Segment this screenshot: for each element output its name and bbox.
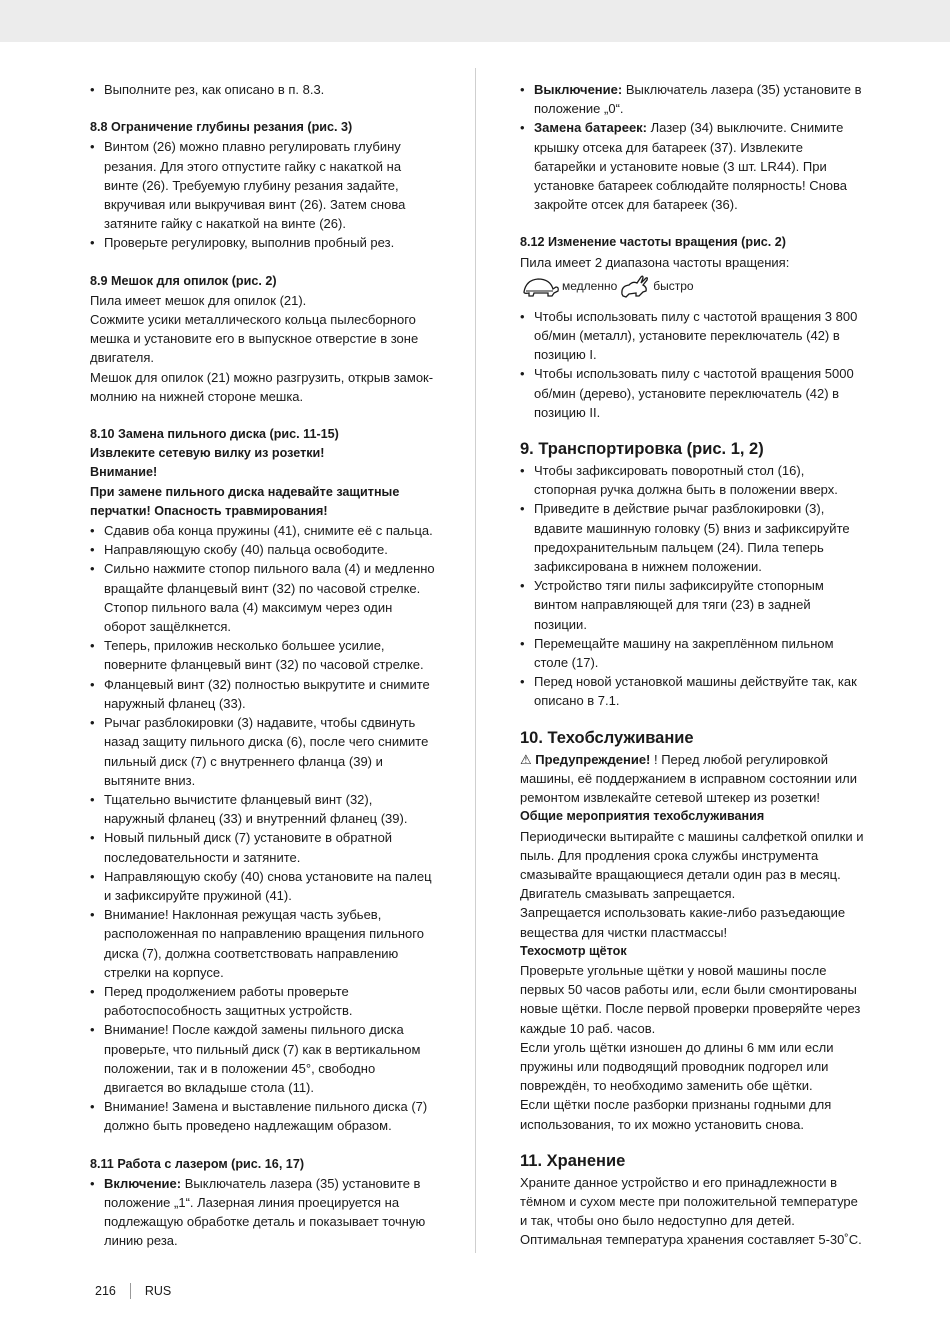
subheading-brush-check: Техосмотр щёток: [520, 943, 627, 958]
maintenance-warning: [520, 750, 865, 808]
page-footer: [95, 1283, 171, 1299]
paragraph: Запрещается использовать какие-либо разъедающие вещества для чистки пластмассы!: [520, 905, 846, 940]
list-item: • Направляющую скобу (40) снова установите на палец и зафиксируйте пружиной (41).: [90, 867, 435, 905]
list-item: • Внимание! После каждой замены пильного диска проверьте, что пильный диск (7) как в вертикальном положении, так и в положении 45°, свободно двигается во вкладыше стола (11).: [90, 1020, 435, 1097]
list-item: • Новый пильный диск (7) установите в обратной последовательности и затяните.: [90, 828, 435, 866]
list-item: [520, 80, 865, 118]
laser-on-label: Включение:: [104, 1175, 182, 1191]
subheading-general-maintenance: Общие мероприятия техобслуживания: [520, 809, 765, 824]
section-8-11-title: 8.11 Работа с лазером (рис. 16, 17): [90, 1156, 305, 1171]
paragraph: Храните данное устройство и его принадлежности в тёмном и сухом месте при положительной температуре и так, чтобы оно было недоступно для детей. Оптимальная температура хранения составляет 5-30˚C.: [520, 1174, 862, 1248]
list-item: • Сдавив оба конца пружины (41), снимите её с пальца.: [90, 521, 435, 540]
list-item: • Выполните рез, как описано в п. 8.3.: [90, 80, 435, 99]
section-8-10-title: 8.10 Замена пильного диска (рис. 11-15): [90, 427, 339, 442]
list-item: • Чтобы зафиксировать поворотный стол (16), стопорная ручка должна быть в положении вверх.: [520, 461, 865, 499]
list-item: • Внимание! Замена и выставление пильного диска (7) должно быть проведено надлежащим образом.: [90, 1097, 435, 1135]
list-item: • Рычаг разблокировки (3) надавите, чтобы сдвинуть назад защиту пильного диска (6), после чего снимите пильный диск (7) с внутреннего фланца (39) и вытяните вниз.: [90, 713, 435, 790]
section-8-9-title: 8.9 Мешок для опилок (рис. 2): [90, 273, 277, 288]
speed-icons: [520, 273, 865, 301]
warning-gloves: При замене пильного диска надевайте защитные перчатки! Опасность травмирования!: [90, 484, 400, 518]
right-column: [520, 80, 865, 1250]
battery-label: Замена батареек:: [534, 120, 648, 136]
laser-list: [520, 80, 865, 214]
list-item: • Тщательно вычистите фланцевый винт (32), наружный фланец (33) и внутренний фланец (39).: [90, 790, 435, 828]
list-item: • Приведите в действие рычаг разблокировки (3), вдавите машинную головку (5) вниз и зафиксируйте предохранительным пальцем (24). Пила теперь зафиксирована в нижнем положении.: [520, 499, 865, 576]
list-item: • Проверьте регулировку, выполнив пробный рез.: [90, 233, 435, 252]
list-item: • Устройство тяги пилы зафиксируйте стопорным винтом направляющей для тяги (23) в задней позиции.: [520, 576, 865, 634]
rabbit-icon: [619, 274, 651, 300]
laser-off-label: Выключение:: [534, 82, 623, 97]
section-8-12-title: 8.12 Изменение частоты вращения (рис. 2): [520, 235, 787, 250]
footer-separator: [130, 1283, 131, 1299]
list-item: • Винтом (26) можно плавно регулировать глубину резания. Для этого отпустите гайку с накаткой на винте (26). Требуемую глубину резания задайте, вкручивая или выкручивая винт (26). Затем снова затяните гайку с накаткой на винте (26).: [90, 137, 435, 233]
intro-list: [90, 80, 435, 99]
list-item: • Чтобы использовать пилу с частотой вращения 5000 об/мин (дерево), установите переключатель (42) в позицию II.: [520, 364, 865, 422]
paragraph: Если щётки после разборки признаны годными для использования, то их можно установить снова.: [520, 1097, 832, 1132]
column-divider: [475, 68, 476, 1253]
left-column: [90, 80, 435, 1251]
paragraph: Мешок для опилок (21) можно разгрузить, открыв замок-молнию на нижней стороне мешка.: [90, 369, 434, 404]
list-item: • Перед продолжением работы проверьте работоспособность защитных устройств.: [90, 982, 435, 1020]
list-item: [90, 1174, 435, 1251]
section-10-title: 10. Техобслуживание: [520, 728, 694, 747]
list-item: • Сильно нажмите стопор пильного вала (4) и медленно вращайте фланцевый винт (32) по часовой стрелке. Стопор пильного вала (4) максимум через один оборот защёлкнется.: [90, 559, 435, 636]
paragraph: Периодически вытирайте с машины салфеткой опилки и пыль. Для продления срока службы инструмента смазывайте вращающиеся детали один раз в месяц. Двигатель смазывать запрещается.: [520, 828, 864, 902]
paragraph: Проверьте угольные щётки у новой машины после первых 50 часов работы или, если были смонтированы новые щётки. После первой проверки проверяйте через каждые 10 раб. часов.: [520, 962, 861, 1036]
slow-label: медленно: [562, 279, 618, 294]
section-9-list: [520, 461, 865, 711]
warning-attention: Внимание!: [90, 465, 158, 480]
paragraph: Сожмите усики металлического кольца пылесборного мешка и установите его в выпускное отверстие в зоне двигателя.: [90, 312, 419, 366]
list-item: [520, 118, 865, 214]
battery-text: Лазер (34) выключите. Снимите крышку отсека для батареек (37). Извлеките батарейки и установите новые (3 шт. LR44). При установке батареек соблюдайте полярность! Снова закройте отсек для батареек (36).: [534, 120, 848, 213]
turtle-icon: [520, 274, 560, 300]
list-item: • Теперь, приложив несколько большее усилие, поверните фланцевый винт (32) по часовой стрелке.: [90, 636, 435, 674]
warning-unplug: Извлеките сетевую вилку из розетки!: [90, 446, 325, 461]
section-8-11-list: [90, 1174, 435, 1251]
page-number: 216: [95, 1284, 116, 1298]
paragraph: Если уголь щётки изношен до длины 6 мм или если пружины или подводящий проводник подгорел или повреждён, то необходимо заменить обе щётки.: [520, 1039, 834, 1094]
list-item: • Перед новой установкой машины действуйте так, как описано в 7.1.: [520, 672, 865, 710]
list-item: • Внимание! Наклонная режущая часть зубьев, расположенная по направлению вращения пильного диска (7), должна соответствовать направлению стрелки на корпусе.: [90, 905, 435, 982]
paragraph: Пила имеет 2 диапазона частоты вращения:: [520, 254, 790, 270]
fast-label: быстро: [653, 279, 694, 294]
section-8-10-list: [90, 521, 435, 1136]
top-band: [0, 0, 950, 42]
section-9-title: 9. Транспортировка (рис. 1, 2): [520, 440, 764, 459]
list-item: • Фланцевый винт (32) полностью выкрутите и снимите наружный фланец (33).: [90, 675, 435, 713]
paragraph: Пила имеет мешок для опилок (21).: [90, 292, 307, 308]
laser-on-text: Выключатель лазера (35) установите в положение „1“. Лазерная линия проецируется на подлежащую обработке деталь и показывает точную линию реза.: [104, 1175, 426, 1249]
list-item: • Перемещайте машину на закреплённом пильном столе (17).: [520, 634, 865, 672]
laser-off-text: Выключатель лазера (35) установите в положение „0“.: [534, 82, 862, 117]
warning-label: ⚠ Предупреждение!: [520, 751, 651, 767]
language-code: RUS: [144, 1284, 172, 1298]
section-8-8-title: 8.8 Ограничение глубины резания (рис. 3): [90, 120, 353, 135]
section-8-12-list: [520, 307, 865, 422]
list-item: • Направляющую скобу (40) пальца освободите.: [90, 540, 435, 559]
section-11-title: 11. Хранение: [520, 1151, 626, 1170]
warning-text: ! Перед любой регулировкой машины, её поддержанием в исправном состоянии или ремонтом извлекайте сетевой штекер из розетки!: [520, 751, 857, 806]
section-8-8-list: [90, 137, 435, 252]
list-item: • Чтобы использовать пилу с частотой вращения 3 800 об/мин (металл), установите переключатель (42) в позицию I.: [520, 307, 865, 365]
